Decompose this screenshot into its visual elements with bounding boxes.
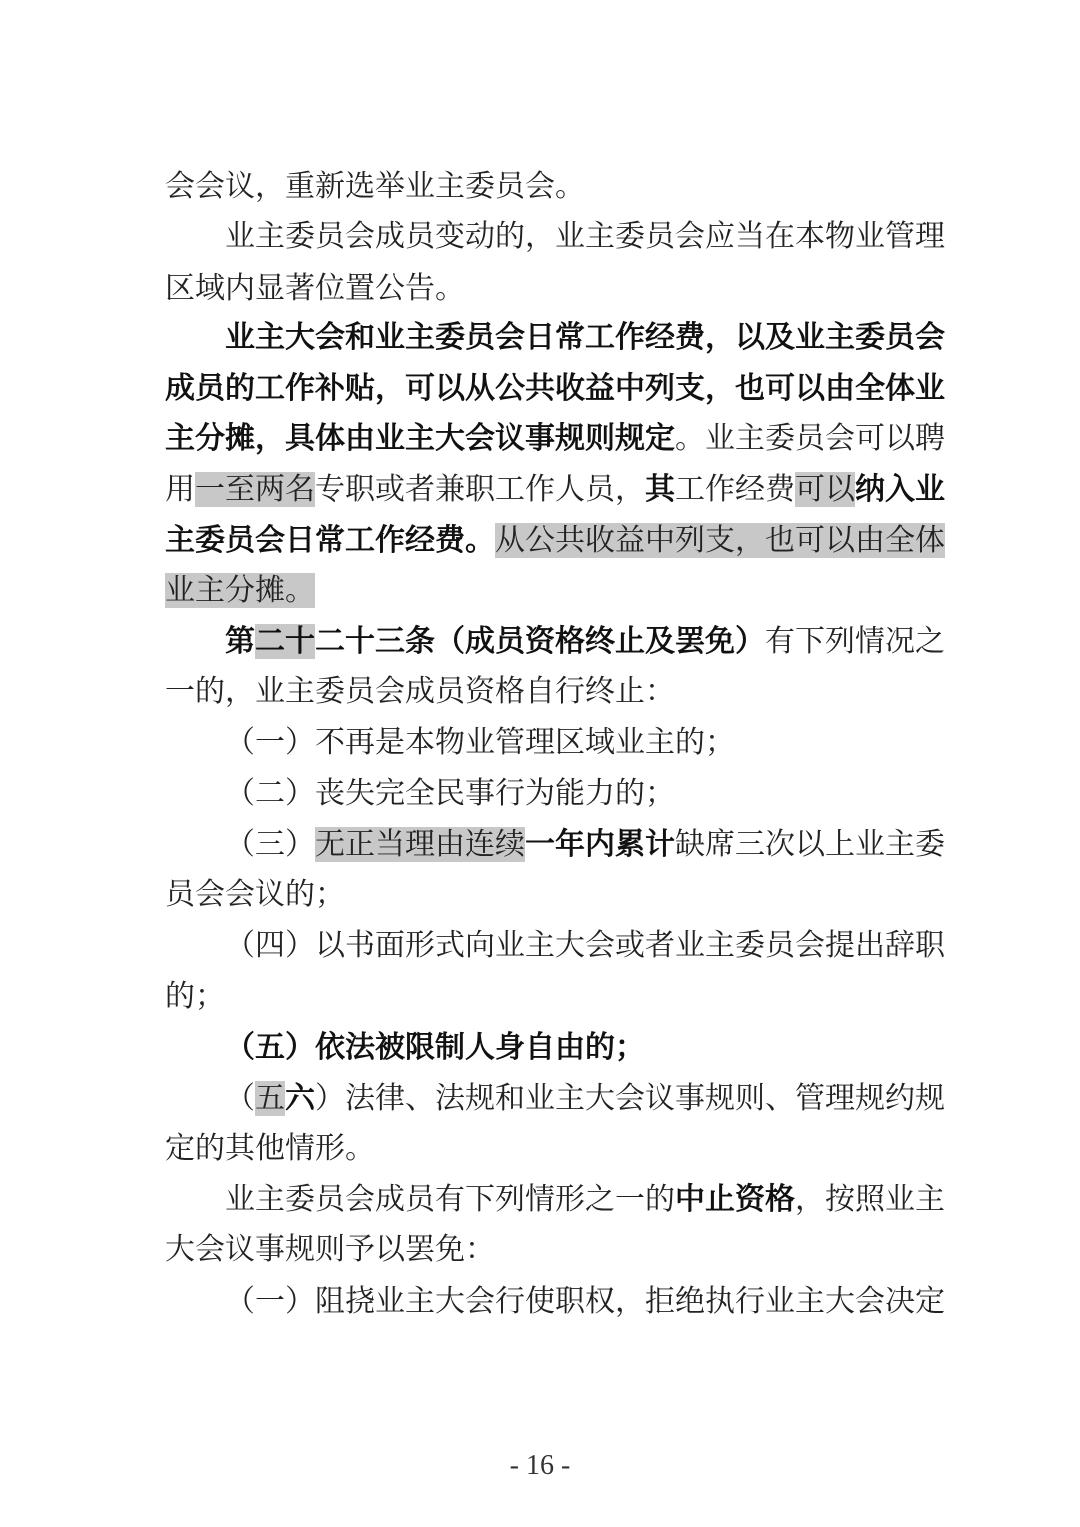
text-run: 员会会议的；	[165, 877, 345, 912]
bold-text: 中止资格	[675, 1182, 795, 1217]
bold-text: 一年内累计	[525, 827, 675, 862]
text-line	[225, 1176, 945, 1224]
text-run: （四）以书面形式向业主大会或者业主委员会提出辞职	[225, 928, 945, 963]
text-run: 大会议事规则予以罢免：	[165, 1232, 495, 1267]
text-run: （	[225, 1081, 255, 1116]
bold-text: 主分摊，具体由业主大会议事规则规定	[165, 421, 675, 456]
text-run: ，按照业主	[795, 1182, 945, 1217]
text-line	[225, 618, 945, 666]
text-line	[165, 1226, 495, 1274]
article-heading: 二十三条（成员资格终止及罢免）	[315, 624, 765, 659]
text-run: 用	[165, 472, 195, 507]
text-line	[225, 1075, 945, 1123]
text-run: 业主委员会成员有下列情形之一的	[225, 1182, 675, 1217]
bold-text: （五）依法被限制人身自由的；	[225, 1030, 645, 1065]
text-run: 专职或者兼职工作人员，	[315, 472, 645, 507]
text-run: （二）丧失完全民事行为能力的；	[225, 776, 675, 811]
text-line	[165, 973, 225, 1021]
highlighted-text: 一至两名	[195, 472, 315, 507]
bold-text: 纳入业	[855, 472, 945, 507]
page-number: - 16 -	[509, 1450, 571, 1481]
text-line	[225, 314, 945, 362]
text-run: 定的其他情形。	[165, 1131, 375, 1166]
text-line	[225, 213, 945, 261]
text-run: 有下列情况之	[765, 624, 945, 659]
text-line	[225, 922, 945, 970]
text-line	[165, 415, 945, 463]
bold-text: 主委员会日常工作经费。	[165, 523, 495, 558]
text-run: ）法律、法规和业主大会议事规则、管理规约规	[315, 1081, 945, 1116]
highlighted-text: 二十	[255, 624, 315, 659]
text-run: 一的，业主委员会成员资格自行终止：	[165, 674, 675, 709]
highlighted-text: 业主分摊。	[165, 573, 315, 608]
text-line	[225, 821, 945, 869]
bold-text: 业主大会和业主委员会日常工作经费，以及业主委员会	[225, 320, 945, 355]
text-run: （三）	[225, 827, 315, 862]
text-line	[165, 265, 465, 313]
highlighted-text: 从公共收益中列支，也可以由全体	[495, 523, 945, 558]
text-line	[225, 1024, 645, 1072]
text-line	[165, 668, 675, 716]
text-line	[165, 517, 945, 565]
bold-text: 其	[645, 472, 675, 507]
text-line	[225, 1278, 945, 1326]
bold-text: 成员的工作补贴，可以从公共收益中列支，也可以由全体业	[165, 371, 945, 406]
highlighted-text: 无正当理由连续	[315, 827, 525, 862]
text-run: 的；	[165, 979, 225, 1014]
text-line	[165, 163, 585, 211]
text-line	[165, 567, 315, 615]
highlighted-text: 五	[255, 1081, 285, 1116]
text-run: 。业主委员会可以聘	[675, 421, 945, 456]
text-run: （一）阻挠业主大会行使职权，拒绝执行业主大会决定	[225, 1284, 945, 1319]
text-run: 缺席三次以上业主委	[675, 827, 945, 862]
text-line	[225, 770, 675, 818]
text-run: 区域内显著位置公告。	[165, 271, 465, 306]
highlighted-text: 可以	[795, 472, 855, 507]
bold-text: 第	[225, 624, 255, 659]
bold-text: 六	[285, 1081, 315, 1116]
text-run: （一）不再是本物业管理区域业主的；	[225, 725, 735, 760]
text-line	[165, 365, 945, 413]
text-run: 会会议，重新选举业主委员会。	[165, 169, 585, 204]
text-run: 工作经费	[675, 472, 795, 507]
text-line	[225, 719, 735, 767]
text-line	[165, 466, 945, 514]
text-run: 业主委员会成员变动的，业主委员会应当在本物业管理	[225, 219, 945, 254]
text-line	[165, 871, 345, 919]
text-line	[165, 1125, 375, 1173]
